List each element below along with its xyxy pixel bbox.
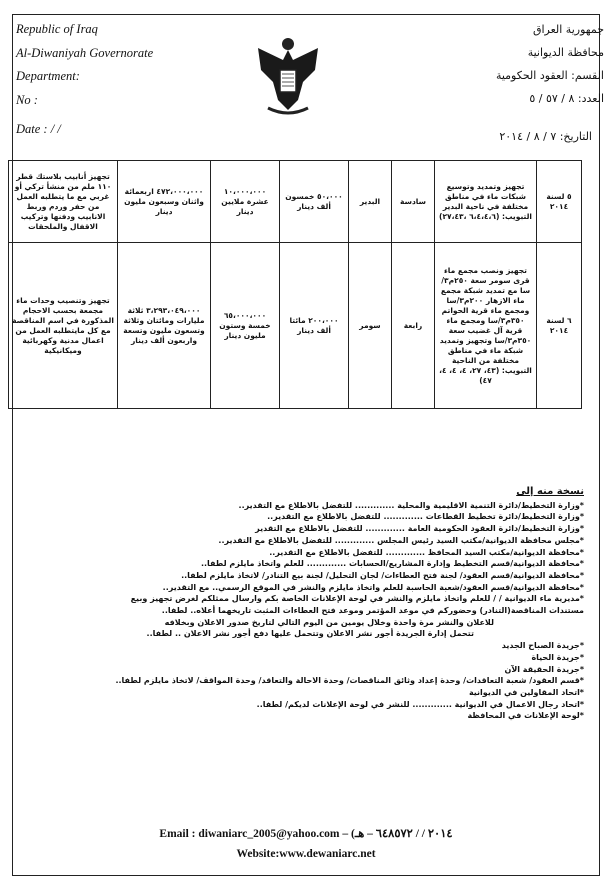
governorate-ar: محافظة الديوانية (527, 46, 604, 59)
list-item: للاعلان والنشر مرة واحدة وخلال يومين من اليوم التالي لتاريخ صدور الاعلان وبخلافه (164, 617, 494, 627)
distribution-list (44, 486, 584, 722)
guarantee-cell: ١٠،٠٠٠،٠٠٠ عشرة ملايين دينار (211, 161, 280, 243)
cost-cell: ٣،٢٩٣،٠٤٩،٠٠٠ ثلاثة مليارات ومائتان وثلاثة وتسعون مليون وتسعة واربعون ألف دينار (118, 243, 211, 409)
notes-cell: تجهيز أنابيب بلاستك قطر ١١٠ ملم من منشأ تركي أو غربي مع ما يتطلبه العمل من حفر وردم وربط الانابيب ودفنها وتركيب الاقفال والملحقات (9, 161, 118, 243)
location-cell: البدير (349, 161, 392, 243)
seq-cell: ٥ لسنة ٢٠١٤ (537, 161, 582, 243)
list-item: *جريدة الحقيقة الآن (504, 664, 584, 674)
list-item: *جريدة الحياة (531, 652, 584, 662)
list-item: *محافظة الديوانية/قسم التخطيط وإدارة المشاريع/الحسابات ............. للعلم واتخاذ مايلزم لطفا.. (200, 559, 584, 569)
document-frame (12, 14, 600, 876)
list-item: *لوحة الإعلانات في المحافظة (467, 711, 584, 721)
footer-contact: Email : diwaniarc_2005@yahoo.com – (٢٠١٤ / / ٦٤٨٥٧٢ – هـ (159, 828, 453, 840)
table-row (9, 161, 582, 243)
list-item: *مديرية ماء الديوانية / / للعلم واتخاذ مايلزم والنشر في لوحة الإعلانات الخاصة بكم وارسال ممثلكم لغرض تجهيز وبيع (130, 594, 584, 604)
project-cell: تجهيز وتمديد وتوسيع شبكات ماء في مناطق مختلفة في ناحية البدير التبويب: (٦،٤،٤،٦ ،٢٧،٤٣) (435, 161, 537, 243)
notes-cell: تجهيز وتنصيب وحدات ماء مجمعة بحسب الاحجام المذكورة في اسم المناقصة مع كل مايتطلبه العمل من اعمال مدنية وكهربائية وميكانيكية (9, 243, 118, 409)
grade-cell: رابعة (392, 243, 435, 409)
tender-table (8, 160, 582, 409)
project-cell: تجهيز ونصب مجمع ماء قرى سومر سعة ٢٥٠م٣/سا مع تمديد شبكة مجمع ماء الازهار ٢٠٠م٣/سا ومجمع ماء قرية الحواتم ٣٥٠م٣/سا ومجمع ماء قرية آل غضيب سعة ٣٥٠م٣/سا وتجهيز وتمديد شبكة ماء في مناطق مختلفة من الناحية التبويب: (٤٣، ٢٧، ٤، ٤، ٤، ٤٧) (435, 243, 537, 409)
table-row (9, 243, 582, 409)
fee-cell: ٢٠٠،٠٠٠ مائتا ألف دينار (280, 243, 349, 409)
list-item: مستندات المناقصة(التنادر) وحضوركم في موعد المؤتمر وموعد فتح العطاءات المثبت تاريخهما أعلاه.. لطفا.. (161, 606, 584, 616)
governorate-en: Al-Diwaniyah Governorate (16, 45, 154, 60)
list-item: *اتحاد رجال الاعمال في الديوانية ............. للنشر في لوحة الإعلانات لديكم/ لطفا.. (256, 699, 584, 709)
department-en: Department: (16, 69, 80, 83)
guarantee-cell: ٦٥،٠٠٠،٠٠٠ خمسة وستون مليون دينار (211, 243, 280, 409)
header-english (16, 18, 153, 142)
date-en: Date : / / (16, 122, 61, 136)
list-item: *محافظة الديوانية/قسم العقود/شعبة الحاسبة للعلم واتخاذ مايلزم والنشر في الموقع الرسمي.. مع التقدير.. (162, 582, 584, 592)
date-ar: التاريخ: ٧ / ٨ / ٢٠١٤ (499, 130, 592, 143)
country-ar: جمهورية العراق (532, 23, 604, 36)
seq-cell: ٦ لسنة ٢٠١٤ (537, 243, 582, 409)
list-item: *محافظة الديوانية/قسم العقود/ لجنة فتح العطاءات/ لجان التحليل/ لجنة بيع التنادر/ لاتخاذ مايلزم لطفا.. (181, 570, 584, 580)
header-arabic (496, 18, 604, 110)
footer-website[interactable]: Website:www.dewaniarc.net (236, 848, 376, 860)
list-item: *وزارة التخطيط/دائرة تخطيط القطاعات ............. للتفضل بالاطلاع مع التقدير.. (267, 512, 584, 522)
location-cell: سومر (349, 243, 392, 409)
fee-cell: ٥٠،٠٠٠ خمسون ألف دينار (280, 161, 349, 243)
list-item: *جريدة الصباح الجديد (501, 641, 584, 651)
cost-cell: ٤٧٢،٠٠٠،٠٠٠ اربعمائة واثنان وسبعون مليون دينار (118, 161, 211, 243)
list-item: *محافظة الديوانية/مكتب السيد المحافظ ............. للتفضل بالاطلاع مع التقدير.. (269, 547, 584, 557)
country-en: Republic of Iraq (16, 22, 98, 36)
list-item: *قسم العقود/ شعبة التعاقدات/ وحدة إعداد وثائق المناقصات/ وحدة الاحالة والتعاقد/ وحدة المواقف/ لاتخاذ مايلزم لطفا.. (115, 676, 584, 686)
list-item: تتحمل إدارة الجريدة أجور نشر الاعلان وتتحمل عليها دفع أجور نشر الاعلان .. لطفا.. (146, 629, 474, 639)
list-item: *وزارة التخطيط/دائرة التنمية الاقليمية والمحلية ............. للتفضل بالاطلاع مع التقدير.. (238, 500, 584, 510)
number-en: No : (16, 92, 38, 107)
number-ar: العدد: ٨ / ٥٧ / ٥ (529, 92, 604, 105)
list-item: *اتحاد المقاولين في الديوانية (468, 687, 584, 697)
department-ar: القسم: العقود الحكومية (495, 69, 604, 82)
iraq-eagle-emblem (253, 30, 323, 120)
list-item: *مجلس محافظة الديوانية/مكتب السيد رئيس المجلس ............. للتفضل بالاطلاع مع التقدير.. (218, 535, 584, 545)
distribution-title: نسخة منه إلى (516, 486, 584, 497)
grade-cell: سادسة (392, 161, 435, 243)
list-item: *وزارة التخطيط/دائرة العقود الحكومية العامة ............. للتفضل بالاطلاع مع التقدير (255, 524, 584, 534)
